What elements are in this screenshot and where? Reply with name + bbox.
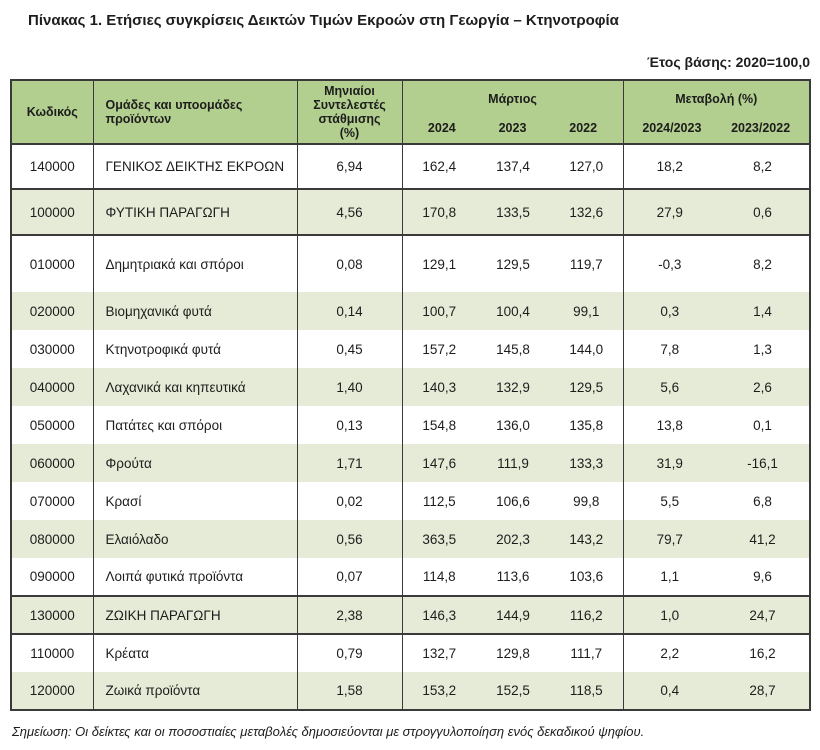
cell-index-2024: 146,3 [402, 596, 476, 634]
cell-index-2022: 129,5 [550, 368, 623, 406]
cell-change-2023-2022: 8,2 [716, 235, 810, 292]
cell-weight: 0,13 [297, 406, 402, 444]
cell-index-2023: 136,0 [476, 406, 550, 444]
table-row [11, 482, 810, 520]
cell-change-2023-2022: 0,1 [716, 406, 810, 444]
cell-change-2023-2022: 41,2 [716, 520, 810, 558]
cell-index-2023: 132,9 [476, 368, 550, 406]
cell-index-2022: 135,8 [550, 406, 623, 444]
cell-change-2023-2022: 0,6 [716, 189, 810, 235]
cell-index-2024: 114,8 [402, 558, 476, 596]
footnote: Σημείωση: Οι δείκτες και οι ποσοστιαίες μεταβολές δημοσιεύονται με στρογγυλοποίηση ενός δεκαδικού ψηφίου. [12, 724, 645, 739]
cell-change-2023-2022: -16,1 [716, 444, 810, 482]
cell-change-2024-2023: 79,7 [623, 520, 716, 558]
cell-product-group: Κρέατα [93, 634, 297, 672]
cell-change-2023-2022: 1,3 [716, 330, 810, 368]
cell-index-2024: 132,7 [402, 634, 476, 672]
cell-change-2024-2023: 27,9 [623, 189, 716, 235]
table-row [11, 292, 810, 330]
cell-change-2024-2023: 31,9 [623, 444, 716, 482]
cell-code: 020000 [11, 292, 93, 330]
cell-code: 100000 [11, 189, 93, 235]
cell-index-2022: 111,7 [550, 634, 623, 672]
table-row [11, 634, 810, 672]
cell-index-2024: 157,2 [402, 330, 476, 368]
cell-change-2023-2022: 6,8 [716, 482, 810, 520]
header-change-2024-2023: 2024/2023 [642, 121, 702, 135]
indices-table [10, 79, 811, 711]
page-title: Πίνακας 1. Ετήσιες συγκρίσεις Δεικτών Τιμών Εκροών στη Γεωργία – Κτηνοτροφία [28, 12, 619, 29]
cell-product-group: Λαχανικά και κηπευτικά [93, 368, 297, 406]
cell-product-group: Φρούτα [93, 444, 297, 482]
cell-index-2022: 116,2 [550, 596, 623, 634]
cell-index-2024: 170,8 [402, 189, 476, 235]
cell-index-2023: 137,4 [476, 144, 550, 189]
header-month-label: Μάρτιος [488, 92, 537, 106]
cell-change-2023-2022: 2,6 [716, 368, 810, 406]
cell-weight: 6,94 [297, 144, 402, 189]
table-row [11, 444, 810, 482]
cell-product-group: ΓΕΝΙΚΟΣ ΔΕΙΚΤΗΣ ΕΚΡΟΩΝ [93, 144, 297, 189]
table-row [11, 520, 810, 558]
table-row [11, 406, 810, 444]
cell-index-2022: 118,5 [550, 672, 623, 710]
cell-index-2023: 202,3 [476, 520, 550, 558]
cell-index-2022: 133,3 [550, 444, 623, 482]
cell-change-2023-2022: 16,2 [716, 634, 810, 672]
cell-change-2024-2023: 13,8 [623, 406, 716, 444]
cell-index-2022: 103,6 [550, 558, 623, 596]
cell-index-2024: 147,6 [402, 444, 476, 482]
cell-index-2022: 127,0 [550, 144, 623, 189]
cell-index-2022: 119,7 [550, 235, 623, 292]
table-row [11, 558, 810, 596]
cell-code: 110000 [11, 634, 93, 672]
cell-change-2024-2023: 2,2 [623, 634, 716, 672]
cell-code: 010000 [11, 235, 93, 292]
table-row [11, 368, 810, 406]
header-groups: Ομάδες και υποομάδες προϊόντων [93, 80, 297, 144]
table-row [11, 596, 810, 634]
cell-weight: 2,38 [297, 596, 402, 634]
header-year-2024: 2024 [427, 121, 456, 135]
table-row [11, 144, 810, 189]
cell-weight: 4,56 [297, 189, 402, 235]
cell-weight: 0,07 [297, 558, 402, 596]
cell-product-group: ΦΥΤΙΚΗ ΠΑΡΑΓΩΓΗ [93, 189, 297, 235]
cell-product-group: Πατάτες και σπόροι [93, 406, 297, 444]
cell-index-2022: 132,6 [550, 189, 623, 235]
cell-index-2023: 133,5 [476, 189, 550, 235]
cell-change-2023-2022: 8,2 [716, 144, 810, 189]
cell-code: 120000 [11, 672, 93, 710]
cell-code: 060000 [11, 444, 93, 482]
cell-code: 030000 [11, 330, 93, 368]
cell-weight: 0,45 [297, 330, 402, 368]
header-change-2023-2022: 2023/2022 [731, 121, 791, 135]
cell-change-2024-2023: 0,3 [623, 292, 716, 330]
document-page [10, 0, 810, 739]
cell-weight: 0,02 [297, 482, 402, 520]
cell-index-2023: 111,9 [476, 444, 550, 482]
cell-weight: 0,08 [297, 235, 402, 292]
cell-change-2023-2022: 1,4 [716, 292, 810, 330]
cell-product-group: Βιομηχανικά φυτά [93, 292, 297, 330]
cell-index-2024: 154,8 [402, 406, 476, 444]
cell-index-2023: 144,9 [476, 596, 550, 634]
cell-index-2024: 153,2 [402, 672, 476, 710]
header-change-label: Μεταβολή (%) [675, 92, 758, 106]
cell-index-2023: 100,4 [476, 292, 550, 330]
table-body [11, 144, 810, 710]
cell-index-2024: 140,3 [402, 368, 476, 406]
header-year-2023: 2023 [498, 121, 527, 135]
cell-code: 090000 [11, 558, 93, 596]
table-header [11, 80, 810, 144]
cell-change-2024-2023: 5,6 [623, 368, 716, 406]
table-row [11, 189, 810, 235]
cell-weight: 1,58 [297, 672, 402, 710]
cell-index-2023: 152,5 [476, 672, 550, 710]
cell-product-group: Κτηνοτροφικά φυτά [93, 330, 297, 368]
base-year-label: Έτος βάσης: 2020=100,0 [647, 54, 810, 70]
cell-index-2022: 143,2 [550, 520, 623, 558]
cell-product-group: Κρασί [93, 482, 297, 520]
cell-code: 050000 [11, 406, 93, 444]
cell-change-2024-2023: 1,1 [623, 558, 716, 596]
cell-index-2022: 99,1 [550, 292, 623, 330]
header-weights: Μηνιαίοι Συντελεστές στάθμισης (%) [297, 80, 402, 144]
cell-change-2024-2023: 7,8 [623, 330, 716, 368]
cell-code: 040000 [11, 368, 93, 406]
cell-change-2023-2022: 9,6 [716, 558, 810, 596]
cell-weight: 0,14 [297, 292, 402, 330]
cell-index-2024: 100,7 [402, 292, 476, 330]
header-month-group [402, 80, 623, 144]
cell-code: 080000 [11, 520, 93, 558]
cell-code: 070000 [11, 482, 93, 520]
cell-index-2024: 162,4 [402, 144, 476, 189]
cell-change-2024-2023: -0,3 [623, 235, 716, 292]
cell-change-2024-2023: 18,2 [623, 144, 716, 189]
cell-index-2022: 99,8 [550, 482, 623, 520]
cell-index-2023: 145,8 [476, 330, 550, 368]
header-year-2022: 2022 [569, 121, 598, 135]
cell-index-2023: 129,5 [476, 235, 550, 292]
cell-weight: 1,40 [297, 368, 402, 406]
cell-index-2022: 144,0 [550, 330, 623, 368]
cell-code: 140000 [11, 144, 93, 189]
cell-index-2023: 106,6 [476, 482, 550, 520]
cell-index-2023: 129,8 [476, 634, 550, 672]
table-row [11, 235, 810, 292]
cell-change-2023-2022: 24,7 [716, 596, 810, 634]
cell-code: 130000 [11, 596, 93, 634]
cell-index-2023: 113,6 [476, 558, 550, 596]
header-code: Κωδικός [11, 80, 93, 144]
cell-index-2024: 112,5 [402, 482, 476, 520]
cell-product-group: ΖΩΙΚΗ ΠΑΡΑΓΩΓΗ [93, 596, 297, 634]
cell-index-2024: 129,1 [402, 235, 476, 292]
cell-product-group: Ελαιόλαδο [93, 520, 297, 558]
cell-weight: 1,71 [297, 444, 402, 482]
cell-weight: 0,56 [297, 520, 402, 558]
cell-index-2024: 363,5 [402, 520, 476, 558]
cell-product-group: Λοιπά φυτικά προϊόντα [93, 558, 297, 596]
table-row [11, 672, 810, 710]
cell-change-2024-2023: 1,0 [623, 596, 716, 634]
cell-product-group: Δημητριακά και σπόροι [93, 235, 297, 292]
cell-product-group: Ζωικά προϊόντα [93, 672, 297, 710]
cell-change-2024-2023: 0,4 [623, 672, 716, 710]
header-change-group [623, 80, 810, 144]
table-row [11, 330, 810, 368]
cell-change-2023-2022: 28,7 [716, 672, 810, 710]
cell-weight: 0,79 [297, 634, 402, 672]
cell-change-2024-2023: 5,5 [623, 482, 716, 520]
